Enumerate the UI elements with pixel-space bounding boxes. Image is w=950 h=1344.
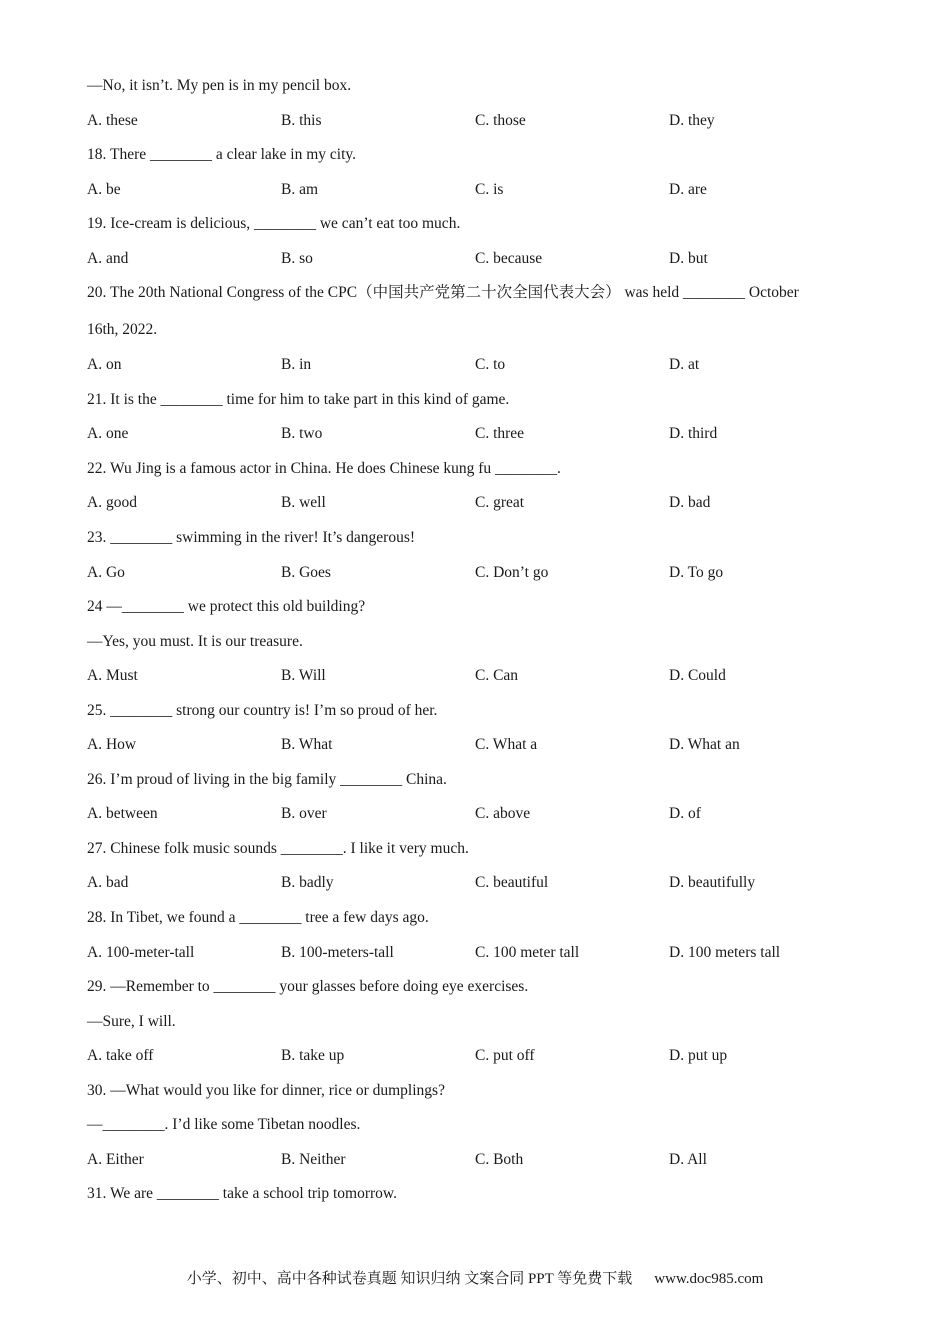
option-a[interactable]: A. one [87,425,129,442]
option-a[interactable]: A. Either [87,1151,144,1168]
q26-stem: 26. I’m proud of living in the big family ________ China. [87,771,447,788]
option-c[interactable]: C. above [475,805,531,822]
option-d[interactable]: D. All [669,1151,707,1168]
q24-stem: 24 —________ we protect this old building? [87,598,366,615]
q20-stem-cont: 16th, 2022. [87,321,158,338]
q28-stem: 28. In Tibet, we found a ________ tree a few days ago. [87,909,429,926]
option-b[interactable]: B. over [281,805,327,822]
option-d[interactable]: D. put up [669,1047,728,1064]
q19-options [87,249,877,269]
q29-stem: 29. —Remember to ________ your glasses before doing eye exercises. [87,978,529,995]
option-c[interactable]: C. Don’t go [475,564,549,581]
footer-site-link[interactable]: www.doc985.com [654,1271,764,1287]
option-c[interactable]: C. Both [475,1151,524,1168]
q19-stem: 19. Ice-cream is delicious, ________ we can’t eat too much. [87,215,461,232]
q21-stem: 21. It is the ________ time for him to take part in this kind of game. [87,391,510,408]
option-d[interactable]: D. beautifully [669,874,756,891]
q25-options [87,735,877,755]
option-a[interactable]: A. between [87,805,158,822]
q24-options [87,666,877,686]
option-c[interactable]: C. three [475,425,525,442]
option-a[interactable]: A. good [87,494,137,511]
footer-text: 小学、初中、高中各种试卷真题 知识归纳 文案合同 PPT 等免费下载 [186,1271,633,1287]
option-b[interactable]: B. this [281,112,322,129]
q27-stem: 27. Chinese folk music sounds ________. I like it very much. [87,840,469,857]
q31-stem: 31. We are ________ take a school trip tomorrow. [87,1185,397,1202]
option-a[interactable]: A. be [87,181,121,198]
option-d[interactable]: D. 100 meters tall [669,944,781,961]
q26-options [87,804,877,824]
option-d[interactable]: D. third [669,425,718,442]
option-a[interactable]: A. Must [87,667,138,684]
page-footer [0,1269,950,1289]
q28-options [87,943,877,963]
option-d[interactable]: D. at [669,356,700,373]
option-c[interactable]: C. great [475,494,525,511]
q22-stem: 22. Wu Jing is a famous actor in China. He does Chinese kung fu ________. [87,460,561,477]
q29-options [87,1046,877,1066]
option-a[interactable]: A. bad [87,874,129,891]
q30-options [87,1150,877,1170]
option-b[interactable]: B. in [281,356,312,373]
option-c[interactable]: C. Can [475,667,519,684]
q18-options [87,180,877,200]
option-d[interactable]: D. Could [669,667,726,684]
option-c[interactable]: C. What a [475,736,538,753]
option-b[interactable]: B. Goes [281,564,331,581]
q18-stem: 18. There ________ a clear lake in my city. [87,146,357,163]
option-d[interactable]: D. but [669,250,708,267]
option-a[interactable]: A. these [87,112,138,129]
option-c[interactable]: C. to [475,356,506,373]
q17-answer-line: —No, it isn’t. My pen is in my pencil box. [87,77,352,94]
option-b[interactable]: B. so [281,250,313,267]
option-b[interactable]: B. What [281,736,333,753]
option-a[interactable]: A. Go [87,564,125,581]
option-d[interactable]: D. of [669,805,701,822]
q22-options [87,493,877,513]
option-b[interactable]: B. 100-meters-tall [281,944,394,961]
option-b[interactable]: B. badly [281,874,334,891]
q30-stem: 30. —What would you like for dinner, rice or dumplings? [87,1082,445,1099]
option-d[interactable]: D. To go [669,564,724,581]
q17-options [87,111,877,131]
option-a[interactable]: A. How [87,736,137,753]
option-a[interactable]: A. and [87,250,129,267]
option-b[interactable]: B. Will [281,667,326,684]
option-c[interactable]: C. is [475,181,504,198]
option-c[interactable]: C. 100 meter tall [475,944,580,961]
option-b[interactable]: B. well [281,494,326,511]
option-b[interactable]: B. Neither [281,1151,346,1168]
option-c[interactable]: C. because [475,250,543,267]
option-c[interactable]: C. those [475,112,526,129]
option-c[interactable]: C. beautiful [475,874,549,891]
q21-options [87,424,877,444]
q20-stem: 20. The 20th National Congress of the CPC（中国共产党第二十次全国代表大会） was held ________ October [87,284,799,301]
option-d[interactable]: D. bad [669,494,711,511]
option-d[interactable]: D. are [669,181,707,198]
q23-options [87,563,877,583]
option-a[interactable]: A. 100-meter-tall [87,944,195,961]
q20-options [87,355,877,375]
q25-stem: 25. ________ strong our country is! I’m so proud of her. [87,702,438,719]
q24-answer-line: —Yes, you must. It is our treasure. [87,633,303,650]
option-a[interactable]: A. on [87,356,122,373]
option-b[interactable]: B. take up [281,1047,345,1064]
option-d[interactable]: D. they [669,112,715,129]
option-b[interactable]: B. two [281,425,323,442]
option-b[interactable]: B. am [281,181,319,198]
option-d[interactable]: D. What an [669,736,740,753]
q27-options [87,873,877,893]
option-c[interactable]: C. put off [475,1047,535,1064]
q29-answer-line: —Sure, I will. [87,1013,176,1030]
option-a[interactable]: A. take off [87,1047,154,1064]
q23-stem: 23. ________ swimming in the river! It’s dangerous! [87,529,416,546]
q30-answer-line: —________. I’d like some Tibetan noodles. [87,1116,361,1133]
